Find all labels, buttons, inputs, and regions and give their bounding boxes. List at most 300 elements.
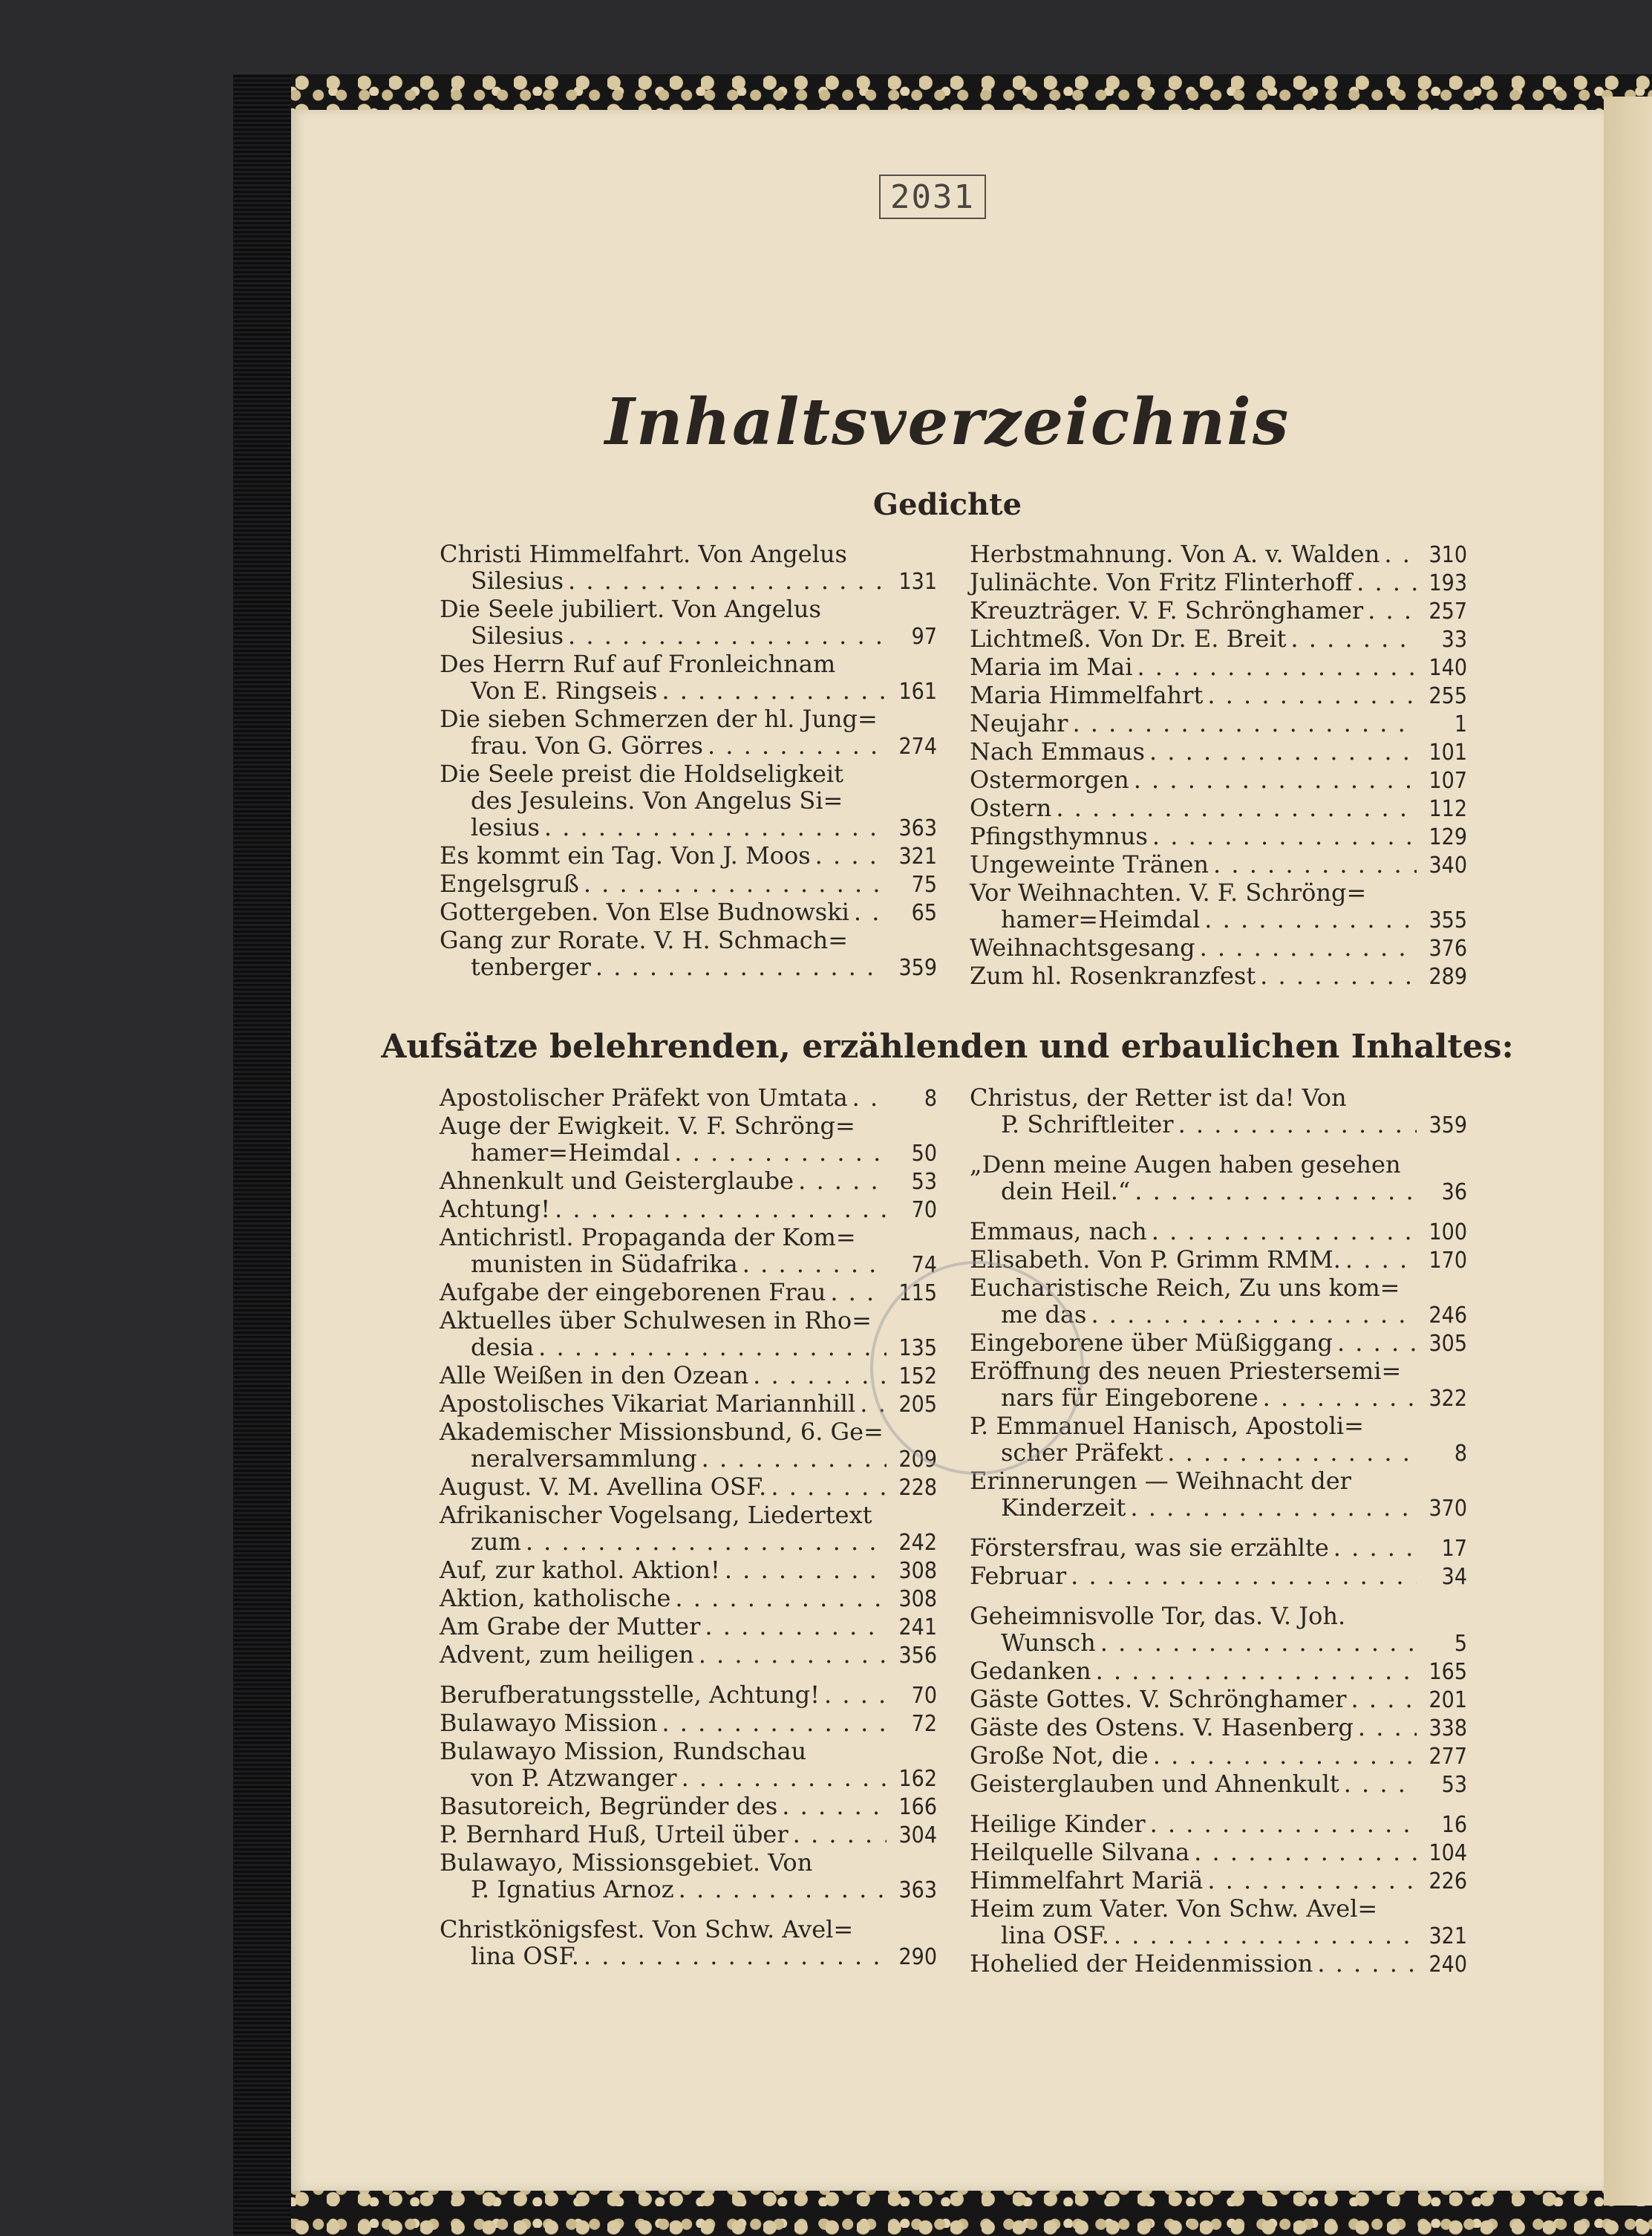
dot-leader: [1114, 1922, 1417, 1949]
toc-entry: [970, 1084, 1467, 1139]
toc-entry-text: nars für Eingeborene: [1001, 1383, 1258, 1412]
toc-page-number: 104: [1429, 1840, 1467, 1866]
dot-leader: [1213, 851, 1417, 878]
toc-entry: [970, 1658, 1467, 1686]
toc-page-number: 193: [1429, 570, 1467, 596]
toc-entry: [970, 823, 1467, 851]
toc-entry-text: Kreuzträger. V. F. Schrönghamer: [970, 596, 1364, 625]
dot-leader: [1091, 1301, 1417, 1328]
dot-leader: [555, 1196, 887, 1222]
toc-page-number: 112: [1429, 796, 1467, 822]
toc-entry: [440, 760, 937, 842]
toc-page-number: 355: [1429, 907, 1467, 933]
dot-leader: [1152, 1218, 1417, 1245]
toc-page-number: 161: [898, 679, 937, 705]
toc-page-number: 107: [1429, 768, 1467, 794]
toc-entry: [970, 738, 1467, 766]
dot-leader: [679, 1876, 887, 1903]
toc-entry-text: Christus, der Retter ist da! Von: [970, 1083, 1347, 1112]
toc-page-number: 363: [898, 815, 937, 841]
toc-page-number: 321: [1429, 1923, 1467, 1949]
dot-leader: [725, 1557, 887, 1583]
toc-entry: [440, 1916, 937, 1971]
toc-entry-text: Basutoreich, Begründer des: [440, 1792, 778, 1820]
library-stamp-seal: [870, 1261, 1087, 1475]
dot-leader: [526, 1528, 887, 1555]
dot-leader: [1153, 1742, 1417, 1769]
toc-page-number: 310: [1429, 542, 1467, 568]
toc-entry-text: Ungeweinte Tränen: [970, 850, 1209, 879]
toc-page-number: 277: [1429, 1744, 1467, 1770]
toc-page-number: 101: [1429, 740, 1467, 766]
toc-entry-text: „Denn meine Augen haben gesehen: [970, 1150, 1401, 1179]
toc-entry: [440, 1557, 937, 1585]
toc-entry-text: tenberger: [471, 953, 591, 981]
book-spine: [233, 74, 291, 2236]
toc-page-number: 17: [1441, 1536, 1467, 1562]
toc-entry-text: Hohelied der Heidenmission: [970, 1949, 1313, 1978]
dot-leader: [708, 732, 887, 759]
dot-leader: [824, 1681, 887, 1708]
toc-page-number: 305: [1429, 1331, 1467, 1357]
entry-spacer: [440, 1669, 937, 1681]
toc-entry-text: Himmelfahrt Mariä: [970, 1866, 1204, 1894]
toc-entry: [440, 1821, 937, 1849]
toc-entry-text: scher Präfekt: [1001, 1438, 1163, 1467]
dot-leader: [1149, 738, 1417, 765]
dot-leader: [1207, 1867, 1417, 1894]
toc-entry-text: Die Seele preist die Holdseligkeit: [440, 760, 843, 788]
toc-page-number: 290: [898, 1944, 937, 1970]
toc-entry-text: Von E. Ringseis: [471, 677, 658, 705]
toc-entry-text: Lichtmeß. Von Dr. E. Breit: [970, 625, 1287, 653]
toc-entry: [970, 1151, 1467, 1206]
toc-entry-text: Aktuelles über Schulwesen in Rho=: [440, 1306, 872, 1334]
toc-page-number: 289: [1429, 964, 1467, 990]
toc-entry-text: Förstersfrau, was sie erzählte: [970, 1533, 1329, 1562]
toc-entry-text: Die sieben Schmerzen der hl. Jung=: [440, 705, 878, 733]
toc-entry: [970, 851, 1467, 879]
toc-entry-text: Eröffnung des neuen Priestersemi=: [970, 1357, 1402, 1385]
toc-entry-text: lina OSF.: [471, 1942, 579, 1970]
dot-leader: [1351, 1686, 1417, 1712]
toc-entry-text: neralversammlung: [471, 1444, 697, 1473]
toc-page-number: 241: [898, 1614, 937, 1640]
toc-entry: [440, 899, 937, 927]
toc-entry-text: Wunsch: [1001, 1629, 1096, 1657]
toc-page-number: 240: [1429, 1952, 1467, 1978]
toc-page-number: 363: [898, 1877, 937, 1903]
toc-column-essays-right: [970, 1084, 1467, 1978]
toc-entry: [970, 1467, 1467, 1522]
dot-leader: [1333, 1534, 1417, 1561]
toc-page-number: 34: [1441, 1564, 1467, 1590]
toc-entry-text: P. Emmanuel Hanisch, Apostoli=: [970, 1412, 1364, 1440]
toc-entry-text: Ahnenkult und Geisterglaube: [440, 1167, 794, 1195]
toc-page-number: 340: [1429, 853, 1467, 879]
toc-entry-text: Weihnachtsgesang: [970, 933, 1195, 962]
toc-page-number: 370: [1429, 1496, 1467, 1522]
toc-entry-text: des Jesuleins. Von Angelus Si=: [471, 786, 843, 815]
toc-entry-text: P. Bernhard Huß, Urteil über: [440, 1820, 789, 1848]
toc-entry: [970, 879, 1467, 934]
dot-leader: [1204, 906, 1417, 933]
entry-spacer: [440, 1904, 937, 1916]
toc-page-number: 308: [898, 1586, 937, 1612]
dot-leader: [595, 954, 887, 980]
dot-leader: [1384, 541, 1417, 567]
toc-page-number: 255: [1429, 683, 1467, 709]
toc-entry: [440, 1084, 937, 1112]
toc-page-number: 70: [911, 1683, 937, 1709]
toc-page-number: 304: [898, 1822, 937, 1848]
toc-page-number: 100: [1429, 1219, 1467, 1245]
toc-entry-text: Christi Himmelfahrt. Von Angelus: [440, 540, 847, 568]
toc-page-number: 359: [898, 955, 937, 981]
dot-leader: [568, 567, 887, 594]
dot-leader: [544, 814, 887, 841]
toc-entry-text: frau. Von G. Görres: [471, 731, 703, 760]
catalog-stamp: 2031: [879, 175, 986, 219]
toc-entry: [970, 1770, 1467, 1799]
toc-entry: [440, 705, 937, 760]
dot-leader: [1072, 710, 1417, 737]
dot-leader: [1167, 1439, 1417, 1466]
dot-leader: [1100, 1629, 1417, 1656]
toc-entry-text: Heilige Kinder: [970, 1810, 1146, 1838]
toc-entry-text: Gäste des Ostens. V. Hasenberg: [970, 1713, 1354, 1741]
toc-entry-text: Bulawayo Mission: [440, 1709, 658, 1737]
toc-page-number: 228: [898, 1475, 937, 1501]
dot-leader: [705, 1613, 887, 1640]
toc-entry-text: P. Schriftleiter: [1001, 1110, 1174, 1138]
toc-entry: [970, 653, 1467, 682]
toc-entry-text: Zum hl. Rosenkranzfest: [970, 962, 1256, 990]
toc-page-number: 50: [911, 1141, 937, 1167]
toc-entry: [440, 1793, 937, 1821]
dot-leader: [584, 1943, 887, 1969]
toc-entry: [440, 1167, 937, 1196]
toc-entry-text: Gottergeben. Von Else Budnowski: [440, 898, 849, 926]
toc-entry: [440, 1681, 937, 1709]
toc-entry-text: Herbstmahnung. Von A. v. Walden: [970, 540, 1380, 568]
toc-entry-text: Vor Weihnachten. V. F. Schröng=: [970, 879, 1367, 907]
toc-entry: [440, 1641, 937, 1669]
toc-entry-text: Kinderzeit: [1001, 1493, 1126, 1522]
dot-leader: [815, 842, 887, 869]
toc-column-poems-right: [970, 541, 1467, 991]
toc-entry: [440, 596, 937, 651]
dot-leader: [1200, 934, 1417, 961]
toc-entry-text: lina OSF.: [1001, 1921, 1109, 1949]
toc-entry: [970, 934, 1467, 962]
facing-page-edge: [1604, 97, 1652, 2206]
toc-entry: [440, 1418, 937, 1473]
dot-leader: [699, 1641, 887, 1668]
toc-entry: [440, 1112, 937, 1167]
dot-leader: [1317, 1950, 1417, 1977]
dot-leader: [662, 1709, 887, 1736]
toc-entry: [970, 1714, 1467, 1742]
toc-page-number: 74: [911, 1252, 937, 1278]
dot-leader: [1194, 1839, 1417, 1865]
toc-page-number: 246: [1429, 1303, 1467, 1329]
section-heading-poems: Gedichte: [872, 487, 1022, 522]
toc-page-number: 201: [1429, 1687, 1467, 1713]
toc-entry-text: Ostern: [970, 794, 1052, 822]
toc-entry: [440, 1502, 937, 1557]
toc-entry: [440, 1613, 937, 1641]
entry-spacer: [970, 1139, 1467, 1151]
toc-page-number: 359: [1429, 1112, 1467, 1138]
dot-leader: [674, 1139, 887, 1166]
dot-leader: [1260, 962, 1417, 989]
toc-entry: [440, 842, 937, 870]
dot-leader: [1096, 1658, 1417, 1684]
toc-entry: [970, 1246, 1467, 1274]
dot-leader: [1130, 1494, 1417, 1521]
toc-entry: [970, 597, 1467, 625]
toc-entry: [440, 1390, 937, 1418]
toc-entry-text: Apostolisches Vikariat Mariannhill: [440, 1389, 856, 1418]
toc-page-number: 257: [1429, 599, 1467, 625]
dot-leader: [568, 622, 887, 649]
toc-page-number: 5: [1454, 1631, 1467, 1657]
toc-entry-text: Akademischer Missionsbund, 6. Ge=: [440, 1418, 884, 1446]
toc-entry-text: Advent, zum heiligen: [440, 1640, 694, 1669]
toc-entry: [970, 541, 1467, 569]
dot-leader: [584, 870, 887, 897]
toc-entry-text: Gang zur Rorate. V. H. Schmach=: [440, 926, 849, 954]
dot-leader: [1337, 1329, 1417, 1356]
toc-page-number: 33: [1441, 627, 1467, 653]
dot-leader: [1207, 682, 1417, 708]
toc-entry: [440, 1307, 937, 1362]
toc-page-number: 53: [1441, 1772, 1467, 1798]
toc-entry-text: Heilquelle Silvana: [970, 1838, 1190, 1866]
toc-entry: [970, 625, 1467, 653]
dot-leader: [1056, 795, 1417, 821]
toc-page-number: 338: [1429, 1715, 1467, 1741]
toc-page-number: 65: [911, 900, 937, 926]
toc-entry-text: Die Seele jubiliert. Von Angelus: [440, 595, 821, 623]
toc-page-number: 8: [1454, 1441, 1467, 1467]
page-title: Inhaltsverzeichnis: [604, 385, 1290, 460]
toc-page-number: 170: [1429, 1248, 1467, 1274]
toc-entry-text: Silesius: [471, 622, 564, 650]
toc-entry-text: hamer=Heimdal: [1001, 905, 1201, 933]
toc-entry-text: Eingeborene über Müßiggang: [970, 1329, 1333, 1357]
toc-page-number: 162: [898, 1766, 937, 1792]
toc-page-number: 70: [911, 1197, 937, 1223]
dot-leader: [1345, 1246, 1417, 1273]
toc-page-number: 274: [898, 734, 937, 760]
toc-page-number: 242: [898, 1530, 937, 1556]
toc-entry: [970, 766, 1467, 795]
toc-entry: [970, 1686, 1467, 1714]
toc-page-number: 72: [911, 1711, 937, 1737]
toc-entry-text: Ostermorgen: [970, 766, 1129, 794]
toc-entry-text: Julinächte. Von Fritz Flinterhoff: [970, 568, 1353, 596]
toc-entry-text: Maria Himmelfahrt: [970, 681, 1204, 709]
toc-entry: [970, 1810, 1467, 1839]
toc-entry-text: P. Ignatius Arnoz: [471, 1875, 674, 1903]
toc-page-number: 140: [1429, 655, 1467, 681]
toc-page-number: 205: [898, 1392, 937, 1418]
toc-page-number: 8: [924, 1086, 937, 1112]
toc-entry: [970, 1218, 1467, 1246]
toc-entry: [440, 1279, 937, 1307]
toc-entry-text: von P. Atzwanger: [471, 1764, 677, 1792]
dot-leader: [1152, 823, 1417, 850]
toc-entry-text: lesius: [471, 813, 540, 841]
toc-entry: [440, 1362, 937, 1390]
toc-entry-text: hamer=Heimdal: [471, 1138, 670, 1167]
toc-page-number: 129: [1429, 824, 1467, 850]
toc-entry: [440, 1849, 937, 1904]
dot-leader: [782, 1793, 887, 1819]
toc-entry: [440, 651, 937, 705]
toc-entry-text: Gäste Gottes. V. Schrönghamer: [970, 1685, 1347, 1713]
toc-entry-text: Des Herrn Ruf auf Fronleichnam: [440, 650, 836, 678]
toc-entry: [970, 1839, 1467, 1867]
toc-entry-text: Maria im Mai: [970, 653, 1133, 681]
section-heading-essays: Aufsätze belehrenden, erzählenden und erbaulichen Inhaltes:: [381, 1028, 1514, 1066]
toc-page-number: 308: [898, 1558, 937, 1584]
entry-spacer: [970, 1591, 1467, 1603]
toc-entry: [970, 962, 1467, 991]
toc-entry: [970, 569, 1467, 597]
toc-page-number: 1: [1454, 711, 1467, 737]
toc-entry-text: Bulawayo, Missionsgebiet. Von: [440, 1848, 813, 1877]
toc-entry: [440, 927, 937, 982]
toc-entry: [970, 1742, 1467, 1770]
dot-leader: [854, 899, 887, 925]
dot-leader: [1134, 1178, 1417, 1205]
toc-entry-text: dein Heil.“: [1001, 1177, 1131, 1205]
toc-entry: [970, 682, 1467, 710]
dot-leader: [1290, 625, 1417, 652]
dot-leader: [682, 1764, 887, 1791]
dot-leader: [1368, 597, 1417, 624]
toc-entry: [970, 1895, 1467, 1950]
toc-entry-text: Es kommt ein Tag. Von J. Moos: [440, 841, 811, 870]
dot-leader: [1137, 653, 1417, 680]
toc-entry-text: Auf, zur kathol. Aktion!: [440, 1556, 720, 1584]
toc-entry-text: Achtung!: [440, 1195, 551, 1223]
dot-leader: [1178, 1111, 1417, 1138]
toc-entry: [440, 870, 937, 899]
toc-column-poems-left: [440, 541, 937, 982]
entry-spacer: [970, 1799, 1467, 1810]
toc-entry: [970, 1950, 1467, 1978]
toc-page-number: 321: [898, 844, 937, 870]
toc-page-number: 115: [898, 1280, 937, 1306]
toc-entry-text: Afrikanischer Vogelsang, Liedertext: [440, 1501, 872, 1529]
toc-entry: [440, 541, 937, 596]
toc-entry-text: Engelsgruß: [440, 870, 579, 898]
toc-entry: [440, 1196, 937, 1224]
toc-entry: [970, 1603, 1467, 1658]
toc-page-number: 53: [911, 1169, 937, 1195]
toc-page-number: 166: [898, 1794, 937, 1820]
toc-entry-text: desia: [471, 1333, 535, 1361]
toc-column-essays-left: [440, 1084, 937, 1971]
toc-entry-text: Apostolischer Präfekt von Umtata: [440, 1083, 848, 1112]
toc-page-number: 226: [1429, 1868, 1467, 1894]
dot-leader: [1071, 1562, 1417, 1589]
toc-entry: [970, 1534, 1467, 1562]
toc-entry: [970, 1562, 1467, 1591]
dot-leader: [1263, 1384, 1417, 1411]
toc-page-number: 36: [1441, 1179, 1467, 1205]
toc-entry-text: munisten in Südafrika: [471, 1250, 738, 1278]
dot-leader: [675, 1585, 887, 1611]
dot-leader: [798, 1167, 887, 1194]
toc-entry: [970, 1867, 1467, 1895]
toc-page-number: 152: [898, 1363, 937, 1389]
toc-entry-text: Aktion, katholische: [440, 1584, 671, 1612]
dot-leader: [1344, 1770, 1417, 1797]
toc-page-number: 356: [898, 1643, 937, 1669]
toc-page-number: 376: [1429, 936, 1467, 962]
toc-entry-text: me das: [1001, 1300, 1087, 1329]
toc-entry-text: Februar: [970, 1562, 1067, 1590]
entry-spacer: [970, 1522, 1467, 1534]
toc-page-number: 322: [1429, 1386, 1467, 1412]
toc-page-number: 209: [898, 1447, 937, 1473]
dot-leader: [662, 677, 887, 704]
toc-page-number: 135: [898, 1335, 937, 1361]
entry-spacer: [970, 1206, 1467, 1218]
toc-entry-text: Elisabeth. Von P. Grimm RMM.: [970, 1245, 1341, 1274]
dot-leader: [1134, 766, 1417, 793]
toc-entry-text: Antichristl. Propaganda der Kom=: [440, 1223, 856, 1251]
toc-entry-text: Silesius: [471, 567, 564, 595]
toc-entry: [440, 1473, 937, 1502]
dot-leader: [742, 1251, 887, 1277]
toc-page-number: 16: [1441, 1812, 1467, 1838]
toc-entry-text: August. V. M. Avellina OSF.: [440, 1473, 767, 1501]
toc-entry-text: Erinnerungen — Weihnacht der: [970, 1467, 1351, 1495]
toc-entry: [440, 1709, 937, 1738]
toc-entry-text: Berufberatungsstelle, Achtung!: [440, 1681, 820, 1709]
toc-entry-text: zum: [471, 1528, 521, 1556]
toc-page-number: 165: [1429, 1659, 1467, 1685]
dot-leader: [1150, 1810, 1417, 1837]
toc-entry-text: Geheimnisvolle Tor, das. V. Joh.: [970, 1602, 1346, 1630]
toc-entry: [440, 1585, 937, 1613]
toc-entry: [970, 710, 1467, 738]
dot-leader: [1358, 1714, 1417, 1741]
toc-page-number: 75: [911, 872, 937, 898]
toc-page-number: 97: [911, 624, 937, 650]
dot-leader: [852, 1084, 887, 1111]
toc-entry: [440, 1738, 937, 1793]
toc-entry-text: Nach Emmaus: [970, 737, 1145, 766]
toc-entry-text: Gedanken: [970, 1657, 1091, 1685]
toc-entry-text: Geisterglauben und Ahnenkult: [970, 1770, 1339, 1798]
toc-entry-text: Pfingsthymnus: [970, 822, 1148, 850]
toc-page-number: 131: [898, 569, 937, 595]
toc-entry-text: Auge der Ewigkeit. V. F. Schröng=: [440, 1112, 855, 1140]
dot-leader: [1356, 569, 1417, 596]
toc-entry-text: Bulawayo Mission, Rundschau: [440, 1737, 807, 1765]
toc-entry: [440, 1224, 937, 1279]
toc-entry-text: Aufgabe der eingeborenen Frau: [440, 1278, 826, 1306]
dot-leader: [702, 1445, 887, 1472]
toc-entry-text: Eucharistische Reich, Zu uns kom=: [970, 1274, 1400, 1302]
